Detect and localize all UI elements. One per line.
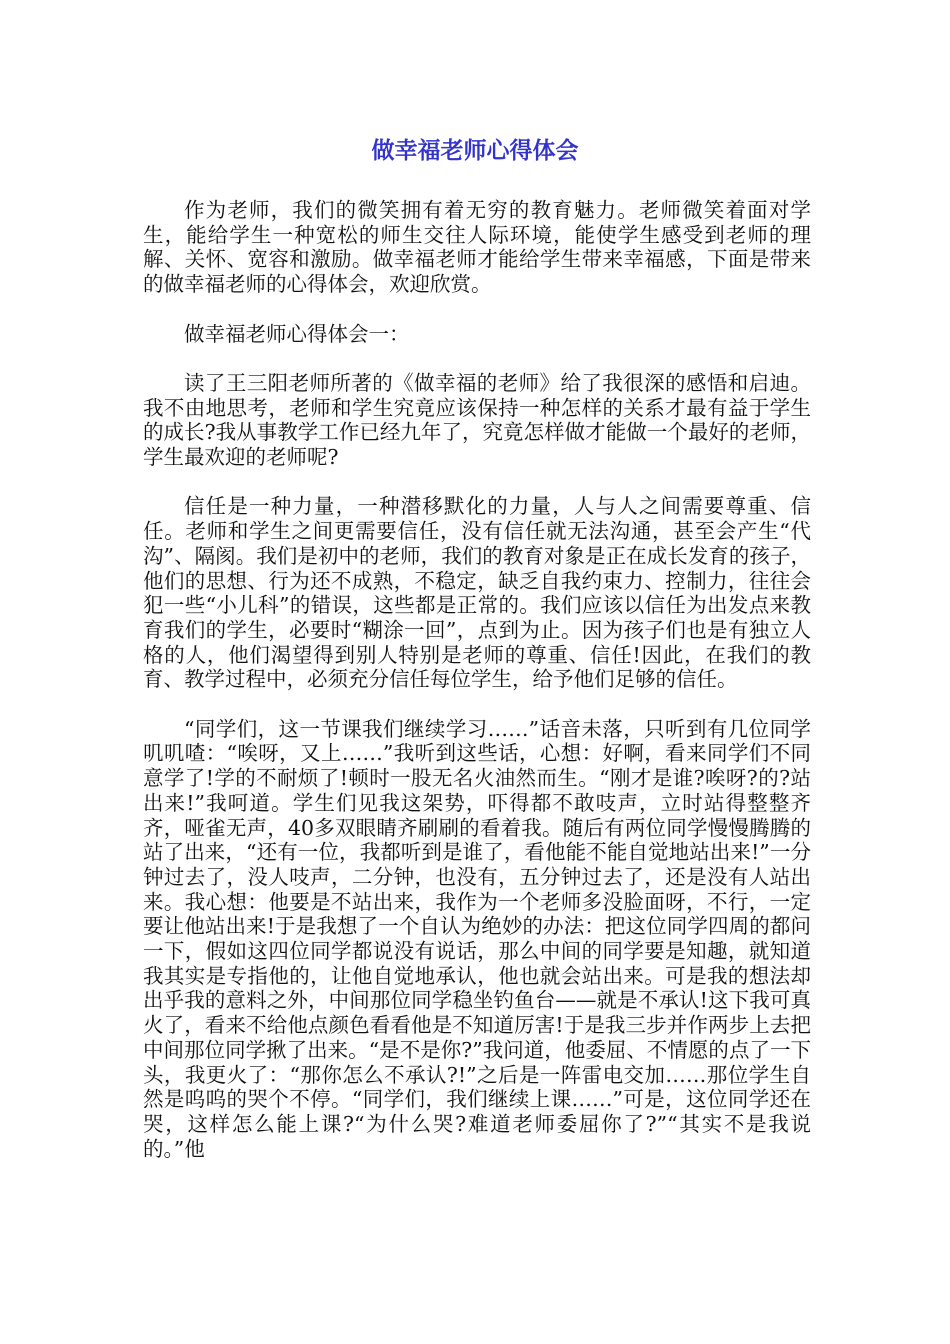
document-title: 做幸福老师心得体会 <box>371 138 579 164</box>
document-body <box>143 198 811 1186</box>
paragraph-reading: 读了王三阳老师所著的《做幸福的老师》给了我很深的感悟和启迪。我不由地思考，老师和学生究竟应该保持一种怎样的关系才最有益于学生的成长?我从事教学工作已经九年了，究竟怎样做才能做一个最好的老师，学生最欢迎的老师呢? <box>143 370 811 469</box>
paragraph-trust: 信任是一种力量，一种潜移默化的力量，人与人之间需要尊重、信任。老师和学生之间更需要信任，没有信任就无法沟通，甚至会产生“代沟”、隔阂。我们是初中的老师，我们的教育对象是正在成长发育的孩子，他们的思想、行为还不成熟，不稳定，缺乏自我约束力、控制力，往往会犯一些“小儿科”的错误，这些都是正常的。我们应该以信任为出发点来教育我们的学生，必要时“糊涂一回”，点到为止。因为孩子们也是有独立人格的人，他们渴望得到别人特别是老师的尊重、信任!因此，在我们的教育、教学过程中，必须充分信任每位学生，给予他们足够的信任。 <box>143 494 811 692</box>
paragraph-classroom-story: “同学们，这一节课我们继续学习……”话音未落，只听到有几位同学叽叽喳：“唉呀，又上……”我听到这些话，心想：好啊，看来同学们不同意学了!学的不耐烦了!顿时一股无名火油然而生。“刚才是谁?唉呀?的?站出来!”我呵道。学生们见我这架势，吓得都不敢吱声，立时站得整整齐齐，哑雀无声，40多双眼睛齐刷刷的看着我。随后有两位同学慢慢腾腾的站了出来，“还有一位，我都听到是谁了，看他能不能自觉地站出来!”一分钟过去了，没人吱声，二分钟，也没有，五分钟过去了，还是没有人站出来。我心想：他要是不站出来，我作为一个老师多没脸面呀，不行，一定要让他站出来!于是我想了一个自认为绝妙的办法：把这位同学四周的都问一下，假如这四位同学都说没有说话，那么中间的同学要是知趣，就知道我其实是专指他的，让他自觉地承认，他也就会站出来。可是我的想法却出乎我的意料之外，中间那位同学稳坐钓鱼台——就是不承认!这下我可真火了，看来不给他点颜色看看他是不知道厉害!于是我三步并作两步上去把中间那位同学揪了出来。“是不是你?”我问道，他委屈、不情愿的点了一下头，我更火了：“那你怎么不承认?!”之后是一阵雷电交加……那位学生自然是呜呜的哭个不停。“同学们，我们继续上课……”可是，这位同学还在哭，这样怎么能上课?“为什么哭?难道老师委屈你了?”“其实不是我说的。”他 <box>143 716 811 1161</box>
section-heading: 做幸福老师心得体会一： <box>184 321 410 346</box>
paragraph-intro: 作为老师，我们的微笑拥有着无穷的教育魅力。老师微笑着面对学生，能给学生一种宽松的师生交往人际环境，能使学生感受到老师的理解、关怀、宽容和激励。做幸福老师才能给学生带来幸福感，下面是带来的做幸福老师的心得体会，欢迎欣赏。 <box>143 198 811 297</box>
